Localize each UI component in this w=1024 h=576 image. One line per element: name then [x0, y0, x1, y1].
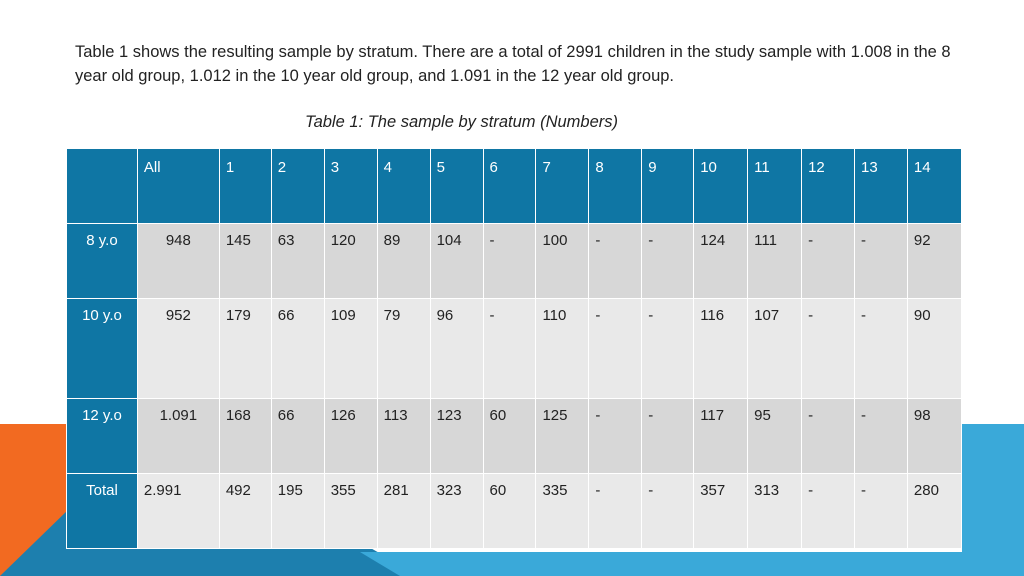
light-blue-bottom-strip: [360, 552, 1024, 576]
table-cell: -: [642, 474, 694, 549]
table-cell: 66: [271, 299, 324, 399]
column-header: 4: [377, 149, 430, 224]
table-cell: 63: [271, 224, 324, 299]
table-cell: 952: [137, 299, 219, 399]
column-header: 8: [589, 149, 642, 224]
table-cell: 60: [483, 399, 536, 474]
table-cell: 126: [324, 399, 377, 474]
table-cell: 95: [748, 399, 802, 474]
table-cell: 120: [324, 224, 377, 299]
row-label: 8 y.o: [67, 224, 138, 299]
table-cell: 111: [748, 224, 802, 299]
table-cell: -: [854, 399, 907, 474]
table-cell: 98: [907, 399, 961, 474]
table-cell: -: [589, 299, 642, 399]
table-cell: 123: [430, 399, 483, 474]
column-header: 12: [802, 149, 855, 224]
column-header: All: [137, 149, 219, 224]
table-caption: Table 1: The sample by stratum (Numbers): [305, 113, 619, 131]
table-row: [67, 399, 962, 474]
table-cell: 335: [536, 474, 589, 549]
table-cell: 109: [324, 299, 377, 399]
table-cell: 2.991: [137, 474, 219, 549]
intro-paragraph: Table 1 shows the resulting sample by stratum. There are a total of 2991 children in the study sample with 1.008 in the 8 year old group, 1.012 in the 10 year old group, and 1.091 in the 12 year old group.: [75, 43, 951, 85]
table-cell: -: [589, 474, 642, 549]
table-cell: -: [589, 224, 642, 299]
table-cell: -: [642, 399, 694, 474]
sample-table: [66, 148, 962, 549]
column-header: 13: [854, 149, 907, 224]
table-cell: 107: [748, 299, 802, 399]
table-cell: 110: [536, 299, 589, 399]
table-cell: -: [802, 474, 855, 549]
table-cell: -: [802, 224, 855, 299]
table-cell: 66: [271, 399, 324, 474]
table-row: [67, 224, 962, 299]
column-header: 7: [536, 149, 589, 224]
column-header: 6: [483, 149, 536, 224]
table-cell: 113: [377, 399, 430, 474]
table-cell: 100: [536, 224, 589, 299]
table-cell: -: [642, 224, 694, 299]
table-cell: 323: [430, 474, 483, 549]
table-cell: 1.091: [137, 399, 219, 474]
column-header: 2: [271, 149, 324, 224]
table-cell: -: [483, 299, 536, 399]
table-cell: 179: [219, 299, 271, 399]
row-label: 10 y.o: [67, 299, 138, 399]
table-cell: -: [802, 299, 855, 399]
table-cell: 89: [377, 224, 430, 299]
table-cell: 96: [430, 299, 483, 399]
table-cell: 145: [219, 224, 271, 299]
table-cell: 195: [271, 474, 324, 549]
column-header: 14: [907, 149, 961, 224]
table-cell: -: [483, 224, 536, 299]
column-header: 11: [748, 149, 802, 224]
table-cell: 116: [694, 299, 748, 399]
column-header: 10: [694, 149, 748, 224]
table-cell: 357: [694, 474, 748, 549]
table-cell: -: [854, 224, 907, 299]
table-cell: 90: [907, 299, 961, 399]
table-cell: -: [802, 399, 855, 474]
row-label: Total: [67, 474, 138, 549]
table-cell: -: [642, 299, 694, 399]
table-cell: 104: [430, 224, 483, 299]
table-cell: 948: [137, 224, 219, 299]
table-cell: -: [854, 299, 907, 399]
table-cell: 168: [219, 399, 271, 474]
table-cell: 492: [219, 474, 271, 549]
table-cell: 313: [748, 474, 802, 549]
column-header: 5: [430, 149, 483, 224]
table-cell: 60: [483, 474, 536, 549]
row-label: 12 y.o: [67, 399, 138, 474]
header-corner: [67, 149, 138, 224]
table-cell: -: [589, 399, 642, 474]
table-cell: 117: [694, 399, 748, 474]
table-cell: 92: [907, 224, 961, 299]
table-cell: 79: [377, 299, 430, 399]
table-cell: 280: [907, 474, 961, 549]
table-cell: 355: [324, 474, 377, 549]
column-header: 1: [219, 149, 271, 224]
table-row: [67, 299, 962, 399]
table-cell: 124: [694, 224, 748, 299]
table-cell: -: [854, 474, 907, 549]
table-header-row: [67, 149, 962, 224]
column-header: 3: [324, 149, 377, 224]
table-cell: 281: [377, 474, 430, 549]
table-cell: 125: [536, 399, 589, 474]
table-row-total: [67, 474, 962, 549]
column-header: 9: [642, 149, 694, 224]
